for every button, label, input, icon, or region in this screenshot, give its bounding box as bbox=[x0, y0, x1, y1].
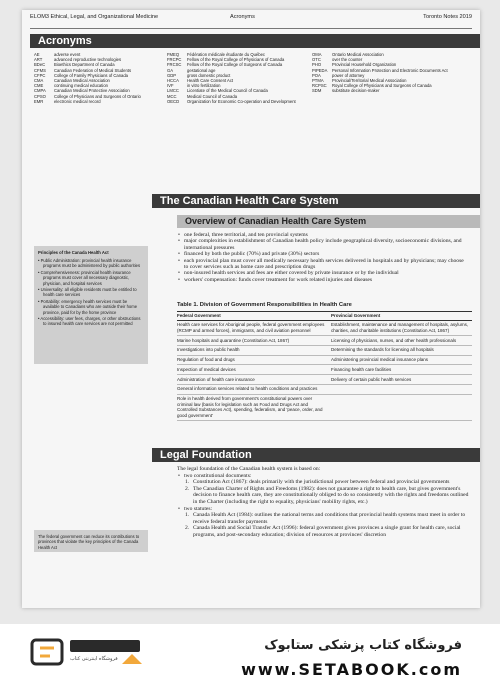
acronym-key: FRCSC bbox=[167, 62, 182, 68]
logo-caption: فروشگاه اینترنتی کتاب bbox=[70, 656, 118, 662]
table-cell: Administering provincial medical insurance plans bbox=[331, 357, 429, 363]
acronym-key: GA bbox=[167, 67, 174, 73]
acronyms-heading: Acronyms bbox=[30, 34, 480, 48]
table-header bbox=[177, 312, 472, 321]
acronym-definition: Canadian Federation of Medical Students bbox=[54, 67, 132, 73]
list-item: • Comprehensiveness: provincial health insurance programs must cover all necessary diagnostic, physician, and hospital services bbox=[38, 270, 144, 286]
acronym-key: PTMA bbox=[312, 78, 324, 84]
acronym-definition: Royal College of Physicians and Surgeons of Canada bbox=[332, 83, 432, 89]
table-cell: Delivery of certain public health services bbox=[331, 376, 412, 382]
subsection-heading: Overview of Canadian Health Care System bbox=[177, 215, 480, 228]
acronym-definition: Bioethics Department of Canada bbox=[54, 62, 115, 68]
acronym-definition: electronic medical record bbox=[54, 98, 101, 104]
acronym-definition: Provincial Household Organization bbox=[332, 62, 397, 68]
item-number: 2. bbox=[185, 485, 190, 492]
table-cell: Financing health care facilities bbox=[331, 366, 392, 372]
acronym-row bbox=[312, 88, 448, 93]
acronym-key: CMA bbox=[34, 78, 44, 84]
acronym-key: EMR bbox=[34, 98, 44, 104]
acronym-key: SDM bbox=[312, 88, 322, 94]
acronym-definition: in vitro fertilization bbox=[187, 83, 221, 89]
store-footer bbox=[0, 624, 500, 700]
table-cell: General information services related to health conditions and practices bbox=[177, 386, 318, 392]
section-heading: The Canadian Health Care System bbox=[152, 194, 480, 208]
acronym-key: IVF bbox=[167, 83, 174, 89]
table-row bbox=[177, 321, 472, 336]
list-item: • two constitutional documents: bbox=[177, 473, 469, 480]
item-number: 1. bbox=[185, 479, 190, 486]
table-cell: Marine hospitals and quarantine (Constitution Act, 1867) bbox=[177, 337, 290, 343]
acronym-definition: Fellow of the Royal College of Surgeons of Canada bbox=[187, 62, 283, 68]
item-number: 1. bbox=[185, 512, 190, 519]
acronym-definition: Health Care Consent Act bbox=[187, 78, 234, 84]
table-cell bbox=[331, 396, 472, 418]
acronym-definition: over the counter bbox=[332, 57, 363, 63]
table-row bbox=[177, 356, 472, 366]
acronym-definition: Medical Council of Canada bbox=[187, 93, 238, 99]
acronym-key: GDP bbox=[167, 72, 177, 78]
acronym-column-2 bbox=[167, 52, 296, 104]
acronym-key: PHO bbox=[312, 62, 322, 68]
acronym-definition: Organization for Economic Co-operation and Development bbox=[187, 98, 296, 104]
acronym-key: FRCPC bbox=[167, 57, 182, 63]
acronym-key: RCPSC bbox=[312, 83, 327, 89]
table-row bbox=[177, 336, 472, 346]
sidebar-text: The federal government can reduce its contributions to provinces that violate the key principles of the Canada Health Act bbox=[38, 534, 140, 550]
column-header: Federal Government bbox=[177, 313, 221, 318]
responsibilities-table bbox=[177, 311, 472, 421]
numbered-item bbox=[177, 512, 469, 525]
transfer-sidebar bbox=[34, 530, 148, 552]
legal-body bbox=[177, 466, 469, 539]
list-item: • financed by both the public (70%) and private (30%) sectors bbox=[177, 251, 467, 257]
table-cell: Inspection of medical devices bbox=[177, 366, 236, 372]
table-title: Table 1. Division of Government Responsibilities in Health Care bbox=[177, 302, 352, 308]
acronym-key: POA bbox=[312, 72, 321, 78]
table-cell: Establishment, maintenance and management of hospitals, asylums, charities, and charitable institutions (Constitution Act, 1867) bbox=[331, 322, 469, 333]
acronym-definition: Canadian Medical Association bbox=[54, 78, 110, 84]
acronym-definition: Fellow of the Royal College of Physicians of Canada bbox=[187, 57, 285, 63]
acronym-key: PIPEDA bbox=[312, 67, 328, 73]
table-row bbox=[177, 375, 472, 385]
header-left: ELOM3 Ethical, Legal, and Organizational Medicine bbox=[30, 14, 159, 20]
list-item: • non-insured health services and fees are either covered by private insurance or by the individual bbox=[177, 270, 467, 276]
list-item: • one federal, three territorial, and ten provincial systems bbox=[177, 232, 467, 238]
acronym-definition: Canadian Medical Protective Association bbox=[54, 88, 130, 94]
table-cell: Licensing of physicians, nurses, and other health professionals bbox=[331, 337, 457, 343]
store-url[interactable]: www.SETABOOK.com bbox=[241, 660, 462, 679]
document-page bbox=[22, 10, 480, 608]
item-number: 2. bbox=[185, 525, 190, 532]
acronym-definition: Licentiate of the Medical Council of Canada bbox=[187, 88, 268, 94]
table-row bbox=[177, 365, 472, 375]
acronym-key: OECD bbox=[167, 98, 180, 104]
principles-sidebar bbox=[34, 246, 148, 364]
sidebar-title: Principles of the Canada Health Act bbox=[38, 250, 109, 255]
acronym-key: MCC bbox=[167, 93, 177, 99]
acronym-key: FMEQ bbox=[167, 52, 180, 57]
acronym-key: HCCA bbox=[167, 78, 179, 84]
numbered-item bbox=[177, 486, 469, 506]
acronym-definition: Provincial/Territorial Medical Association bbox=[332, 78, 407, 84]
sidebar-list bbox=[38, 258, 144, 328]
list-item: • Public Administration: provincial health insurance programs must be administered by public authorities bbox=[38, 258, 144, 269]
paragraph: The legal foundation of the Canadian health system is based on: bbox=[177, 466, 321, 472]
table-row bbox=[177, 385, 472, 395]
list-item: • two statutes: bbox=[177, 506, 469, 513]
setabook-logo bbox=[30, 636, 150, 680]
table-cell: Determining the standards for licensing all hospitals bbox=[331, 347, 434, 353]
acronym-definition: gross domestic product bbox=[187, 72, 231, 78]
acronym-key: CFPC bbox=[34, 72, 46, 78]
list-item: • workers' compensation: funds cover treatment for work related injuries and diseases bbox=[177, 277, 467, 283]
table-cell: Health care services for Aboriginal people, federal government employees (RCMP and armed forces), immigrants, and civil aviation personnel bbox=[177, 322, 325, 333]
table-cell: Administration of health care insurance bbox=[177, 376, 255, 382]
acronym-key: OMA bbox=[312, 52, 322, 57]
acronym-key: BDeC bbox=[34, 62, 46, 68]
acronym-key: ART bbox=[34, 57, 43, 63]
header-rule bbox=[30, 28, 472, 29]
list-item: • each provincial plan must cover all medically necessary health services delivered in hospitals and by physicians; may choose to cover services such as home care and prescription drugs bbox=[177, 258, 467, 271]
list-item: • Universality: all eligible residents must be entitled to health care services bbox=[38, 287, 144, 298]
acronym-column-3 bbox=[312, 52, 448, 94]
column-header: Provincial Government bbox=[331, 313, 381, 318]
item-text: Canada Health Act (1984): outlines the national terms and conditions that provincial health systems must meet in order to receive federal transfer payments bbox=[193, 512, 466, 525]
acronym-definition: Fédération médicale étudiante du Québec bbox=[187, 52, 265, 57]
legal-heading: Legal Foundation bbox=[152, 448, 480, 462]
acronym-definition: advanced reproductive technologies bbox=[54, 57, 122, 63]
running-header bbox=[30, 14, 472, 26]
acronym-key: CFMS bbox=[34, 67, 46, 73]
store-name: فروشگاه کتاب پزشکی ستابوک bbox=[264, 638, 462, 653]
header-center: Acronyms bbox=[230, 14, 255, 20]
item-text: Constitution Act (1867): deals primarily with the jurisdictional power between federal and provincial governments bbox=[193, 479, 450, 486]
acronym-key: AE bbox=[34, 52, 40, 57]
overview-bullets bbox=[177, 232, 467, 283]
acronym-row bbox=[34, 99, 141, 104]
numbered-item bbox=[177, 479, 469, 486]
acronym-row bbox=[167, 99, 296, 104]
table-cell: Regulation of food and drugs bbox=[177, 357, 235, 363]
acronym-definition: College of Physicians and Surgeons of Ontario bbox=[54, 93, 141, 99]
list-item: • Accessibility: user fees, charges, or other obstructions to insured health care services are not permitted bbox=[38, 316, 144, 327]
acronym-key: CME bbox=[34, 83, 44, 89]
list-item: • major complexities in establishment of Canadian health policy include geographical diversity, socioeconomic divisions, and international pressures bbox=[177, 238, 467, 251]
table-cell: Role in health derived from government's constitutional powers over criminal law (basis for legislation such as Food and Drugs Act and Controlled Substances Act), spending, federalism, and 'peace, order, and good government' bbox=[177, 396, 323, 419]
acronym-key: LMCC bbox=[167, 88, 179, 94]
table-cell: Investigations into public health bbox=[177, 347, 240, 353]
acronym-definition: adverse event bbox=[54, 52, 81, 57]
numbered-item bbox=[177, 525, 469, 538]
acronym-key: CMPA bbox=[34, 88, 46, 94]
acronym-column-1 bbox=[34, 52, 141, 104]
table-row bbox=[177, 395, 472, 422]
list-item: • Portability: emergency health services must be available to Canadians who are outside their home province, paid for by the home province bbox=[38, 299, 144, 315]
acronym-definition: substitute decision-maker bbox=[332, 88, 380, 94]
table-row bbox=[177, 346, 472, 356]
acronym-definition: power of attorney bbox=[332, 72, 365, 78]
header-right: Toronto Notes 2019 bbox=[423, 14, 472, 20]
item-text: The Canadian Charter of Rights and Freedoms (1982): does not guarantee a right to health care, but gives government's decision to finance health care, they are constitutionally obliged to do so consistently with the rights and freedoms outlined in the Charter (including the right to equality, physicians' mobility rights, etc.) bbox=[193, 485, 469, 505]
acronym-key: CPSO bbox=[34, 93, 46, 99]
acronym-definition: continuing medical education bbox=[54, 83, 109, 89]
item-text: Canada Health and Social Transfer Act (1996): federal government gives provinces a single grant for health care, social programs, and post-secondary education; division of resources at provinces' discretion bbox=[193, 525, 461, 538]
acronym-definition: gestational age bbox=[187, 67, 216, 73]
table-cell bbox=[331, 386, 472, 392]
acronym-key: OTC bbox=[312, 57, 321, 63]
acronym-definition: Ontario Medical Association bbox=[332, 52, 384, 57]
acronym-definition: Personal Information Protection and Electronic Documents Act bbox=[332, 67, 448, 73]
acronym-definition: College of Family Physicians of Canada bbox=[54, 72, 129, 78]
